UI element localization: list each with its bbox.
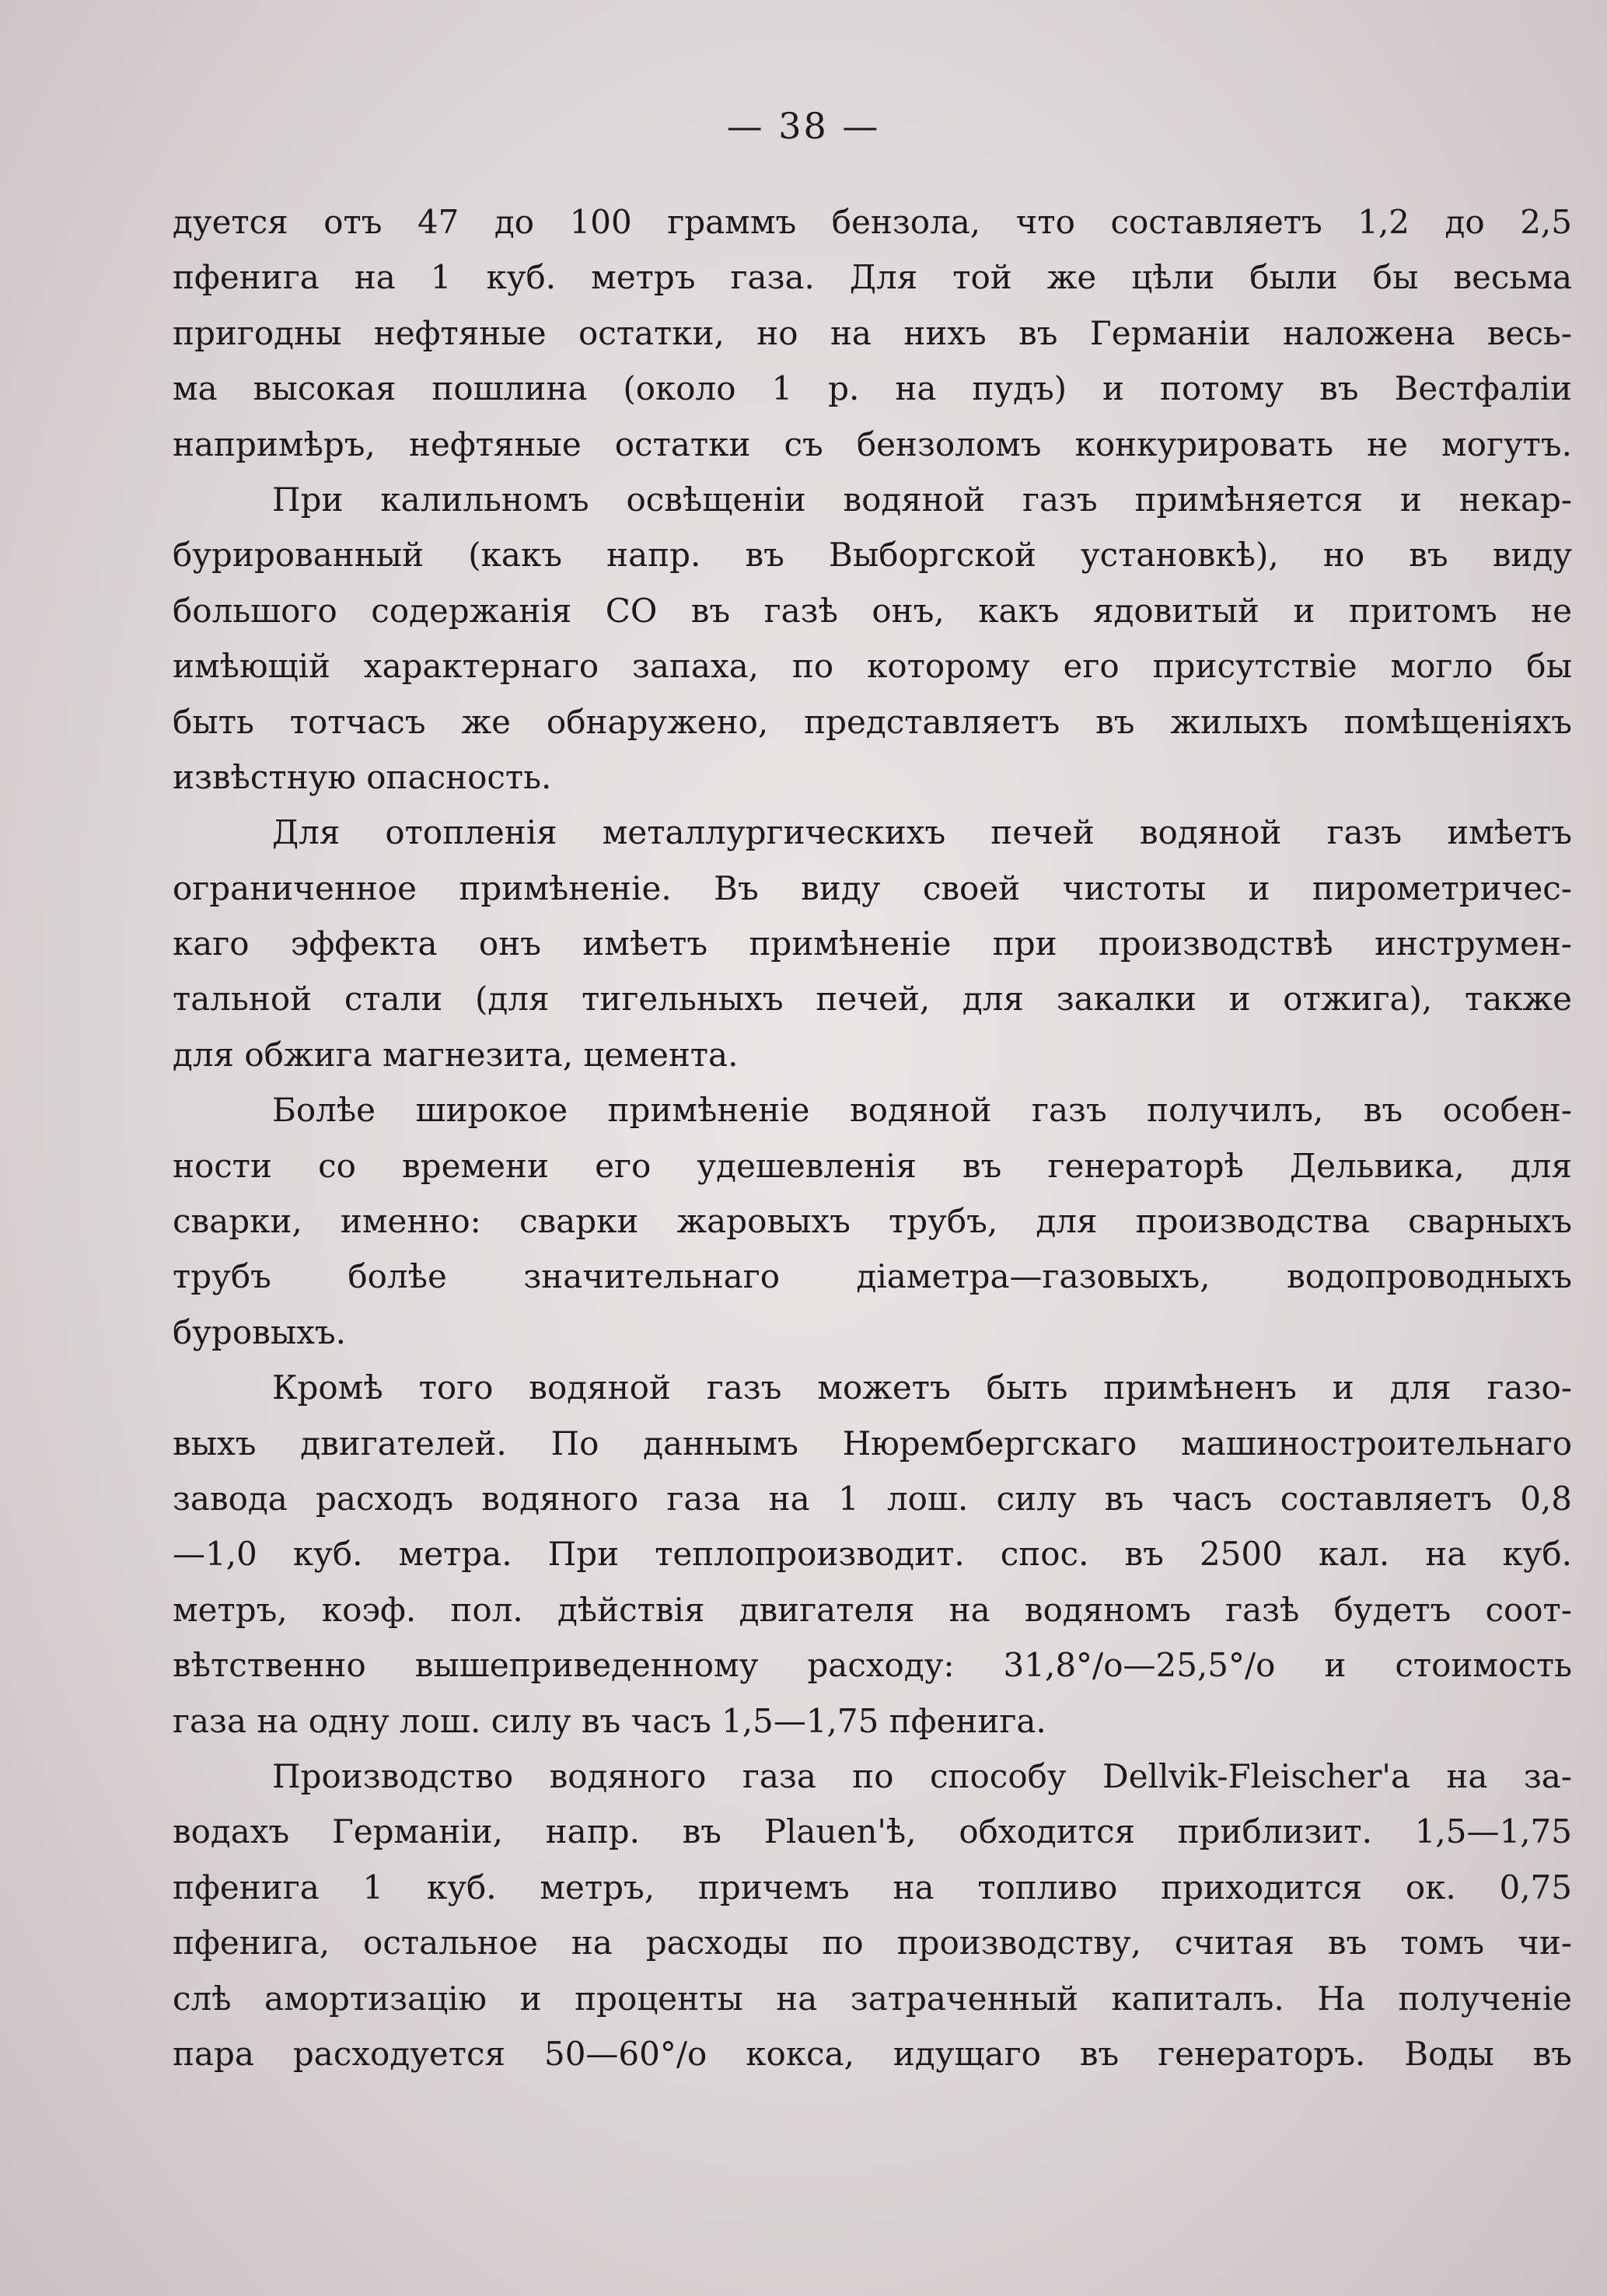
paragraph-welding [173,1082,1572,1360]
text-line: каго эффекта онъ имѣетъ примѣненіе при производствѣ инструмен- [173,924,1572,963]
text-line: тальной стали (для тигельныхъ печей, для закалки и отжига), также [173,980,1572,1019]
text-line: выхъ двигателей. По даннымъ Нюрембергскаго машиностроительнаго [173,1424,1572,1463]
paragraph-benzol-cost [173,194,1572,472]
text-line: завода расходъ водяного газа на 1 лош. силу въ часъ составляетъ 0,8 [173,1479,1572,1518]
paragraph-metallurgical-furnaces [173,805,1572,1082]
text-line: Кромѣ того водяной газъ можетъ быть примѣненъ и для газо- [272,1368,1572,1407]
body-text [173,194,1572,2081]
text-line: буровыхъ. [173,1312,347,1351]
text-line: бурированный (какъ напр. въ Выборгской установкѣ), но въ виду [173,536,1572,575]
text-line: —1,0 куб. метра. При теплопроизводит. спос. въ 2500 кал. на куб. [173,1535,1572,1574]
text-line: пфенига 1 куб. метръ, причемъ на топливо приходится ок. 0,75 [173,1868,1572,1906]
text-line: метръ, коэф. пол. дѣйствія двигателя на водяномъ газѣ будетъ соот- [173,1590,1572,1629]
paragraph-production-cost [173,1749,1572,2081]
text-line: вѣтственно вышеприведенному расходу: 31,8°/о—25,5°/о и стоимость [173,1646,1572,1685]
text-line: сварки, именно: сварки жаровыхъ трубъ, для производства сварныхъ [173,1202,1572,1241]
text-line: ма высокая пошлина (около 1 р. на пудъ) и потому въ Вестфаліи [173,369,1572,408]
text-line: ограниченное примѣненіе. Въ виду своей чистоты и пирометричес- [173,868,1572,907]
text-line: газа на одну лош. силу въ часъ 1,5—1,75 пфенига. [173,1701,1046,1740]
text-line: имѣющій характернаго запаха, по которому его присутствіе могло бы [173,647,1572,686]
paragraph-incandescent-lighting [173,472,1572,805]
text-line: ности со времени его удешевленія въ генераторѣ Дельвика, для [173,1146,1572,1185]
text-line: При калильномъ освѣщеніи водяной газъ примѣняется и некар- [272,480,1572,519]
text-line: пара расходуется 50—60°/о кокса, идущаго въ генераторъ. Воды въ [173,2034,1572,2073]
text-line: быть тотчасъ же обнаружено, представляетъ въ жилыхъ помѣщеніяхъ [173,702,1572,741]
text-line: Для отопленія металлургическихъ печей водяной газъ имѣетъ [272,813,1572,852]
text-line: трубъ болѣе значительнаго діаметра—газовыхъ, водопроводныхъ [173,1257,1572,1296]
text-line: пфенига, остальное на расходы по производству, считая въ томъ чи- [173,1924,1572,1962]
text-line: пфенига на 1 куб. метръ газа. Для той же цѣли были бы весьма [173,258,1572,297]
text-line: слѣ амортизацію и проценты на затраченный капиталъ. На полученіе [173,1979,1572,2018]
text-line: большого содержанія СО въ газѣ онъ, какъ ядовитый и притомъ не [173,591,1572,630]
paragraph-gas-engines [173,1360,1572,1749]
text-line: для обжига магнезита, цемента. [173,1035,739,1074]
text-line: Производство водяного газа по способу Dellvik-Fleischer'а на за- [272,1756,1572,1795]
text-line: напримѣръ, нефтяные остатки съ бензоломъ конкурировать не могутъ. [173,425,1572,463]
page-number: — 38 — [726,105,881,147]
text-line: пригодны нефтяные остатки, но на нихъ въ Германіи наложена весь- [173,313,1572,352]
text-line: извѣстную опасность. [173,757,552,796]
text-line: водахъ Германіи, напр. въ Plauen'ѣ, обходится приблизит. 1,5—1,75 [173,1812,1572,1851]
text-line: дуется отъ 47 до 100 граммъ бензола, что составляетъ 1,2 до 2,5 [173,203,1572,241]
text-line: Болѣе широкое примѣненіе водяной газъ получилъ, въ особен- [272,1091,1572,1130]
